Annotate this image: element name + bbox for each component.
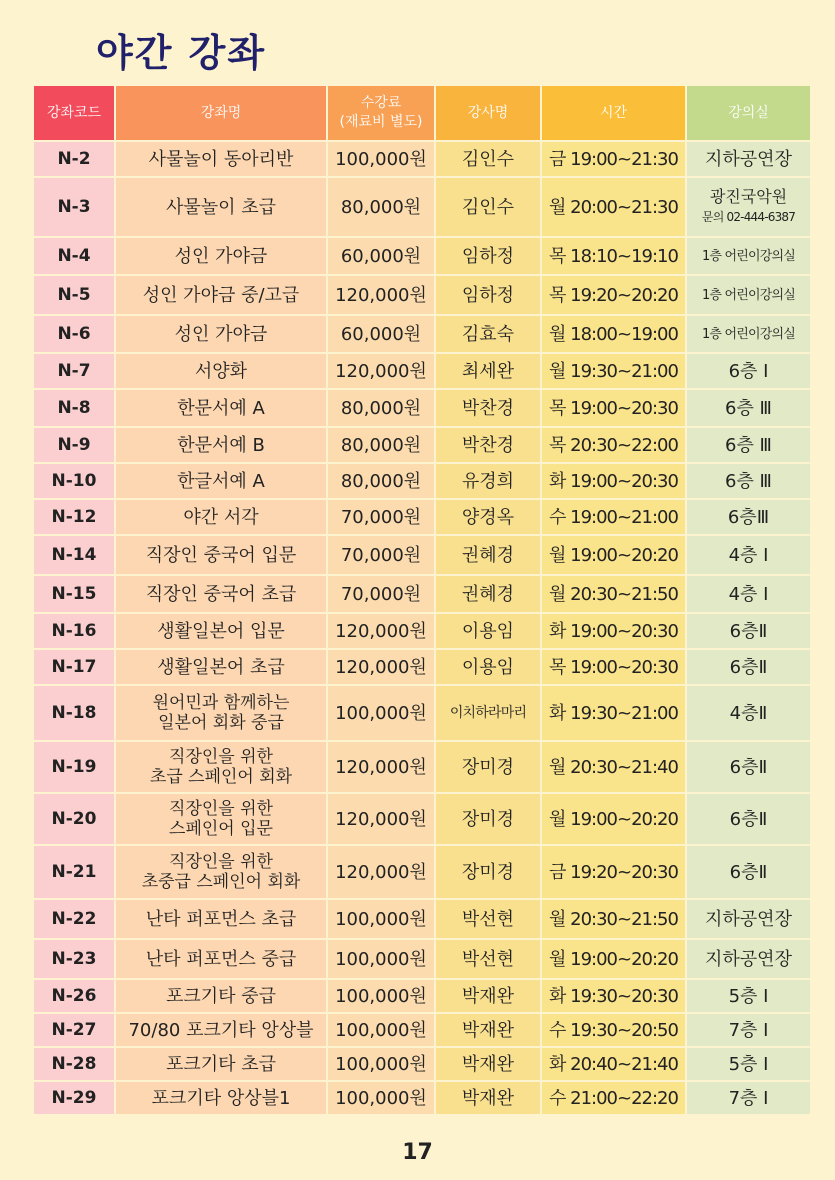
fee-cell: 120,000원	[328, 742, 436, 794]
fee-cell: 70,000원	[328, 500, 436, 536]
table-row	[34, 238, 812, 276]
teacher-cell: 양경옥	[436, 500, 542, 536]
course-code-cell: N-5	[34, 276, 116, 316]
room-contact-note: 문의 02-444-6387	[701, 210, 796, 224]
course-name-line: 난타 퍼포먼스 중급	[145, 948, 297, 970]
table-row	[34, 900, 812, 940]
room-cell: 6층Ⅱ	[687, 742, 812, 794]
room-cell: 6층 Ⅰ	[687, 354, 812, 390]
course-name-cell	[116, 980, 328, 1014]
room-cell: 6층Ⅱ	[687, 614, 812, 650]
course-code-cell: N-19	[34, 742, 116, 794]
time-cell: 월 20:30~21:50	[542, 900, 687, 940]
time-cell: 월 19:30~21:00	[542, 354, 687, 390]
room-cell: 6층 Ⅲ	[687, 390, 812, 428]
table-row	[34, 1082, 812, 1116]
page-number: 17	[402, 1140, 433, 1165]
fee-cell: 100,000원	[328, 1082, 436, 1116]
room-cell: 6층 Ⅲ	[687, 464, 812, 500]
course-name-line: 스페인어 입문	[169, 819, 273, 839]
course-name-cell	[116, 536, 328, 576]
course-name-line: 성인 가야금 중/고급	[142, 284, 300, 306]
course-name-line: 한문서예 B	[177, 434, 265, 456]
room-cell: 4층 Ⅰ	[687, 576, 812, 614]
header-teacher: 강사명	[436, 86, 542, 142]
table-row	[34, 940, 812, 980]
room-cell: 7층 Ⅰ	[687, 1014, 812, 1048]
teacher-cell: 박재완	[436, 1082, 542, 1116]
course-name-line: 성인 가야금	[174, 245, 268, 267]
course-name-cell	[116, 1082, 328, 1116]
teacher-cell: 박선현	[436, 940, 542, 980]
teacher-cell: 임하정	[436, 238, 542, 276]
room-cell: 6층Ⅱ	[687, 794, 812, 846]
room-cell: 1층 어린이강의실	[687, 316, 812, 354]
teacher-cell: 권혜경	[436, 576, 542, 614]
course-code-cell: N-27	[34, 1014, 116, 1048]
course-name-line: 생활일본어 초급	[157, 656, 285, 678]
teacher-cell: 장미경	[436, 794, 542, 846]
time-cell: 수 19:00~21:00	[542, 500, 687, 536]
header-fee-note: (재료비 별도)	[339, 114, 423, 130]
course-name-line: 서양화	[194, 360, 248, 382]
course-name-line: 직장인을 위한	[169, 852, 273, 872]
course-name-line: 초급 스페인어 회화	[149, 767, 293, 787]
time-cell: 월 20:30~21:50	[542, 576, 687, 614]
course-code-cell: N-22	[34, 900, 116, 940]
course-name-line: 원어민과 함께하는	[152, 693, 290, 713]
table-row	[34, 1014, 812, 1048]
time-cell: 화 19:30~21:00	[542, 686, 687, 742]
course-name-line: 직장인을 위한	[169, 799, 273, 819]
course-name-cell	[116, 142, 328, 178]
course-name-cell	[116, 276, 328, 316]
table-row	[34, 576, 812, 614]
time-cell: 목 19:00~20:30	[542, 650, 687, 686]
course-name-cell	[116, 500, 328, 536]
teacher-cell: 박재완	[436, 1014, 542, 1048]
course-name-cell	[116, 428, 328, 464]
teacher-cell: 임하정	[436, 276, 542, 316]
course-name-line: 직장인 중국어 입문	[145, 544, 297, 566]
fee-cell: 120,000원	[328, 794, 436, 846]
teacher-cell: 박선현	[436, 900, 542, 940]
table-row	[34, 464, 812, 500]
time-cell: 목 18:10~19:10	[542, 238, 687, 276]
course-code-cell: N-23	[34, 940, 116, 980]
time-cell: 목 19:00~20:30	[542, 390, 687, 428]
course-name-cell	[116, 1014, 328, 1048]
table-row	[34, 500, 812, 536]
fee-cell: 70,000원	[328, 576, 436, 614]
course-code-cell: N-3	[34, 178, 116, 238]
course-name-line: 성인 가야금	[174, 323, 268, 345]
fee-cell: 120,000원	[328, 276, 436, 316]
table-row	[34, 794, 812, 846]
fee-cell: 100,000원	[328, 1048, 436, 1082]
table-row	[34, 428, 812, 464]
teacher-cell: 박찬경	[436, 390, 542, 428]
table-row	[34, 1048, 812, 1082]
fee-cell: 100,000원	[328, 940, 436, 980]
course-code-cell: N-12	[34, 500, 116, 536]
time-cell: 목 19:20~20:20	[542, 276, 687, 316]
time-cell: 월 19:00~20:20	[542, 940, 687, 980]
teacher-cell: 이용임	[436, 614, 542, 650]
room-cell: 지하공연장	[687, 900, 812, 940]
course-table	[34, 86, 812, 1116]
teacher-cell: 장미경	[436, 742, 542, 794]
course-name-cell	[116, 940, 328, 980]
course-code-cell: N-7	[34, 354, 116, 390]
time-cell: 목 20:30~22:00	[542, 428, 687, 464]
teacher-cell: 김효숙	[436, 316, 542, 354]
teacher-cell: 최세완	[436, 354, 542, 390]
course-name-line: 직장인을 위한	[169, 747, 273, 767]
time-cell: 월 18:00~19:00	[542, 316, 687, 354]
course-name-cell	[116, 390, 328, 428]
course-name-cell	[116, 614, 328, 650]
course-code-cell: N-8	[34, 390, 116, 428]
course-name-line: 생활일본어 입문	[157, 620, 285, 642]
teacher-cell: 박찬경	[436, 428, 542, 464]
course-name-cell	[116, 464, 328, 500]
table-row	[34, 980, 812, 1014]
course-name-line: 사물놀이 초급	[165, 196, 277, 218]
course-code-cell: N-28	[34, 1048, 116, 1082]
course-name-line: 포크기타 초급	[165, 1053, 277, 1075]
time-cell: 월 19:00~20:20	[542, 794, 687, 846]
room-cell: 7층 Ⅰ	[687, 1082, 812, 1116]
room-cell	[687, 178, 812, 238]
course-code-cell: N-21	[34, 846, 116, 900]
teacher-cell: 박재완	[436, 1048, 542, 1082]
course-code-cell: N-17	[34, 650, 116, 686]
course-name-cell	[116, 354, 328, 390]
course-code-cell: N-9	[34, 428, 116, 464]
fee-cell: 100,000원	[328, 980, 436, 1014]
teacher-cell: 이용임	[436, 650, 542, 686]
fee-cell: 120,000원	[328, 846, 436, 900]
course-name-cell	[116, 686, 328, 742]
room-cell: 5층 Ⅰ	[687, 1048, 812, 1082]
course-code-cell: N-18	[34, 686, 116, 742]
course-code-cell: N-2	[34, 142, 116, 178]
course-name-cell	[116, 1048, 328, 1082]
fee-cell: 60,000원	[328, 238, 436, 276]
course-name-line: 일본어 회화 중급	[158, 713, 284, 733]
course-name-line: 70/80 포크기타 앙상블	[128, 1019, 314, 1041]
teacher-cell: 유경희	[436, 464, 542, 500]
teacher-cell: 이치하라마리	[436, 686, 542, 742]
course-name-line: 초중급 스페인어 회화	[141, 872, 301, 892]
fee-cell: 80,000원	[328, 390, 436, 428]
course-name-line: 한문서예 A	[177, 397, 265, 419]
course-code-cell: N-29	[34, 1082, 116, 1116]
course-name-line: 포크기타 중급	[165, 985, 277, 1007]
time-cell: 화 19:30~20:30	[542, 980, 687, 1014]
room-cell: 6층Ⅱ	[687, 846, 812, 900]
course-name-line: 포크기타 앙상블1	[151, 1087, 291, 1109]
time-cell: 월 20:00~21:30	[542, 178, 687, 238]
fee-cell: 120,000원	[328, 354, 436, 390]
header-name: 강좌명	[116, 86, 328, 142]
table-row	[34, 536, 812, 576]
header-code: 강좌코드	[34, 86, 116, 142]
time-cell: 화 19:00~20:30	[542, 614, 687, 650]
header-fee	[328, 86, 436, 142]
course-code-cell: N-26	[34, 980, 116, 1014]
fee-cell: 100,000원	[328, 686, 436, 742]
room-cell: 6층Ⅱ	[687, 650, 812, 686]
course-name-line: 난타 퍼포먼스 초급	[145, 908, 297, 930]
teacher-cell: 장미경	[436, 846, 542, 900]
course-name-line: 한글서예 A	[177, 470, 265, 492]
table-header-row	[34, 86, 812, 142]
time-cell: 화 19:00~20:30	[542, 464, 687, 500]
table-row	[34, 650, 812, 686]
fee-cell: 120,000원	[328, 650, 436, 686]
room-cell: 지하공연장	[687, 940, 812, 980]
room-cell: 지하공연장	[687, 142, 812, 178]
room-cell: 6층 Ⅲ	[687, 428, 812, 464]
time-cell: 수 19:30~20:50	[542, 1014, 687, 1048]
room-cell: 5층 Ⅰ	[687, 980, 812, 1014]
course-name-cell	[116, 650, 328, 686]
table-row	[34, 390, 812, 428]
room-cell: 4층Ⅱ	[687, 686, 812, 742]
fee-cell: 80,000원	[328, 178, 436, 238]
fee-cell: 120,000원	[328, 614, 436, 650]
table-row	[34, 846, 812, 900]
room-cell: 6층Ⅲ	[687, 500, 812, 536]
table-row	[34, 276, 812, 316]
course-name-cell	[116, 238, 328, 276]
table-row	[34, 742, 812, 794]
header-fee-label: 수강료	[360, 95, 402, 111]
time-cell: 월 20:30~21:40	[542, 742, 687, 794]
time-cell: 월 19:00~20:20	[542, 536, 687, 576]
time-cell: 금 19:00~21:30	[542, 142, 687, 178]
course-code-cell: N-16	[34, 614, 116, 650]
course-code-cell: N-15	[34, 576, 116, 614]
page-title: 야간 강좌	[96, 31, 267, 75]
table-row	[34, 316, 812, 354]
teacher-cell: 박재완	[436, 980, 542, 1014]
course-name-cell	[116, 178, 328, 238]
course-name-cell	[116, 742, 328, 794]
course-name-cell	[116, 900, 328, 940]
table-row	[34, 614, 812, 650]
fee-cell: 70,000원	[328, 536, 436, 576]
course-name-cell	[116, 794, 328, 846]
course-code-cell: N-10	[34, 464, 116, 500]
course-name-line: 야간 서각	[183, 506, 259, 528]
course-code-cell: N-4	[34, 238, 116, 276]
room-name: 광진국악원	[709, 187, 788, 206]
fee-cell: 100,000원	[328, 1014, 436, 1048]
time-cell: 화 20:40~21:40	[542, 1048, 687, 1082]
time-cell: 수 21:00~22:20	[542, 1082, 687, 1116]
teacher-cell: 김인수	[436, 178, 542, 238]
header-room: 강의실	[687, 86, 812, 142]
time-cell: 금 19:20~20:30	[542, 846, 687, 900]
table-row	[34, 354, 812, 390]
course-name-cell	[116, 576, 328, 614]
room-cell: 1층 어린이강의실	[687, 238, 812, 276]
teacher-cell: 김인수	[436, 142, 542, 178]
fee-cell: 100,000원	[328, 900, 436, 940]
room-cell: 1층 어린이강의실	[687, 276, 812, 316]
course-name-line: 사물놀이 동아리반	[148, 148, 294, 170]
course-name-cell	[116, 316, 328, 354]
header-time: 시간	[542, 86, 687, 142]
table-row	[34, 686, 812, 742]
course-code-cell: N-14	[34, 536, 116, 576]
course-name-line: 직장인 중국어 초급	[145, 583, 297, 605]
table-body	[34, 142, 812, 1116]
course-code-cell: N-20	[34, 794, 116, 846]
fee-cell: 60,000원	[328, 316, 436, 354]
table-row	[34, 142, 812, 178]
fee-cell: 80,000원	[328, 428, 436, 464]
table-row	[34, 178, 812, 238]
room-cell: 4층 Ⅰ	[687, 536, 812, 576]
teacher-cell: 권혜경	[436, 536, 542, 576]
course-code-cell: N-6	[34, 316, 116, 354]
fee-cell: 100,000원	[328, 142, 436, 178]
fee-cell: 80,000원	[328, 464, 436, 500]
course-name-cell	[116, 846, 328, 900]
